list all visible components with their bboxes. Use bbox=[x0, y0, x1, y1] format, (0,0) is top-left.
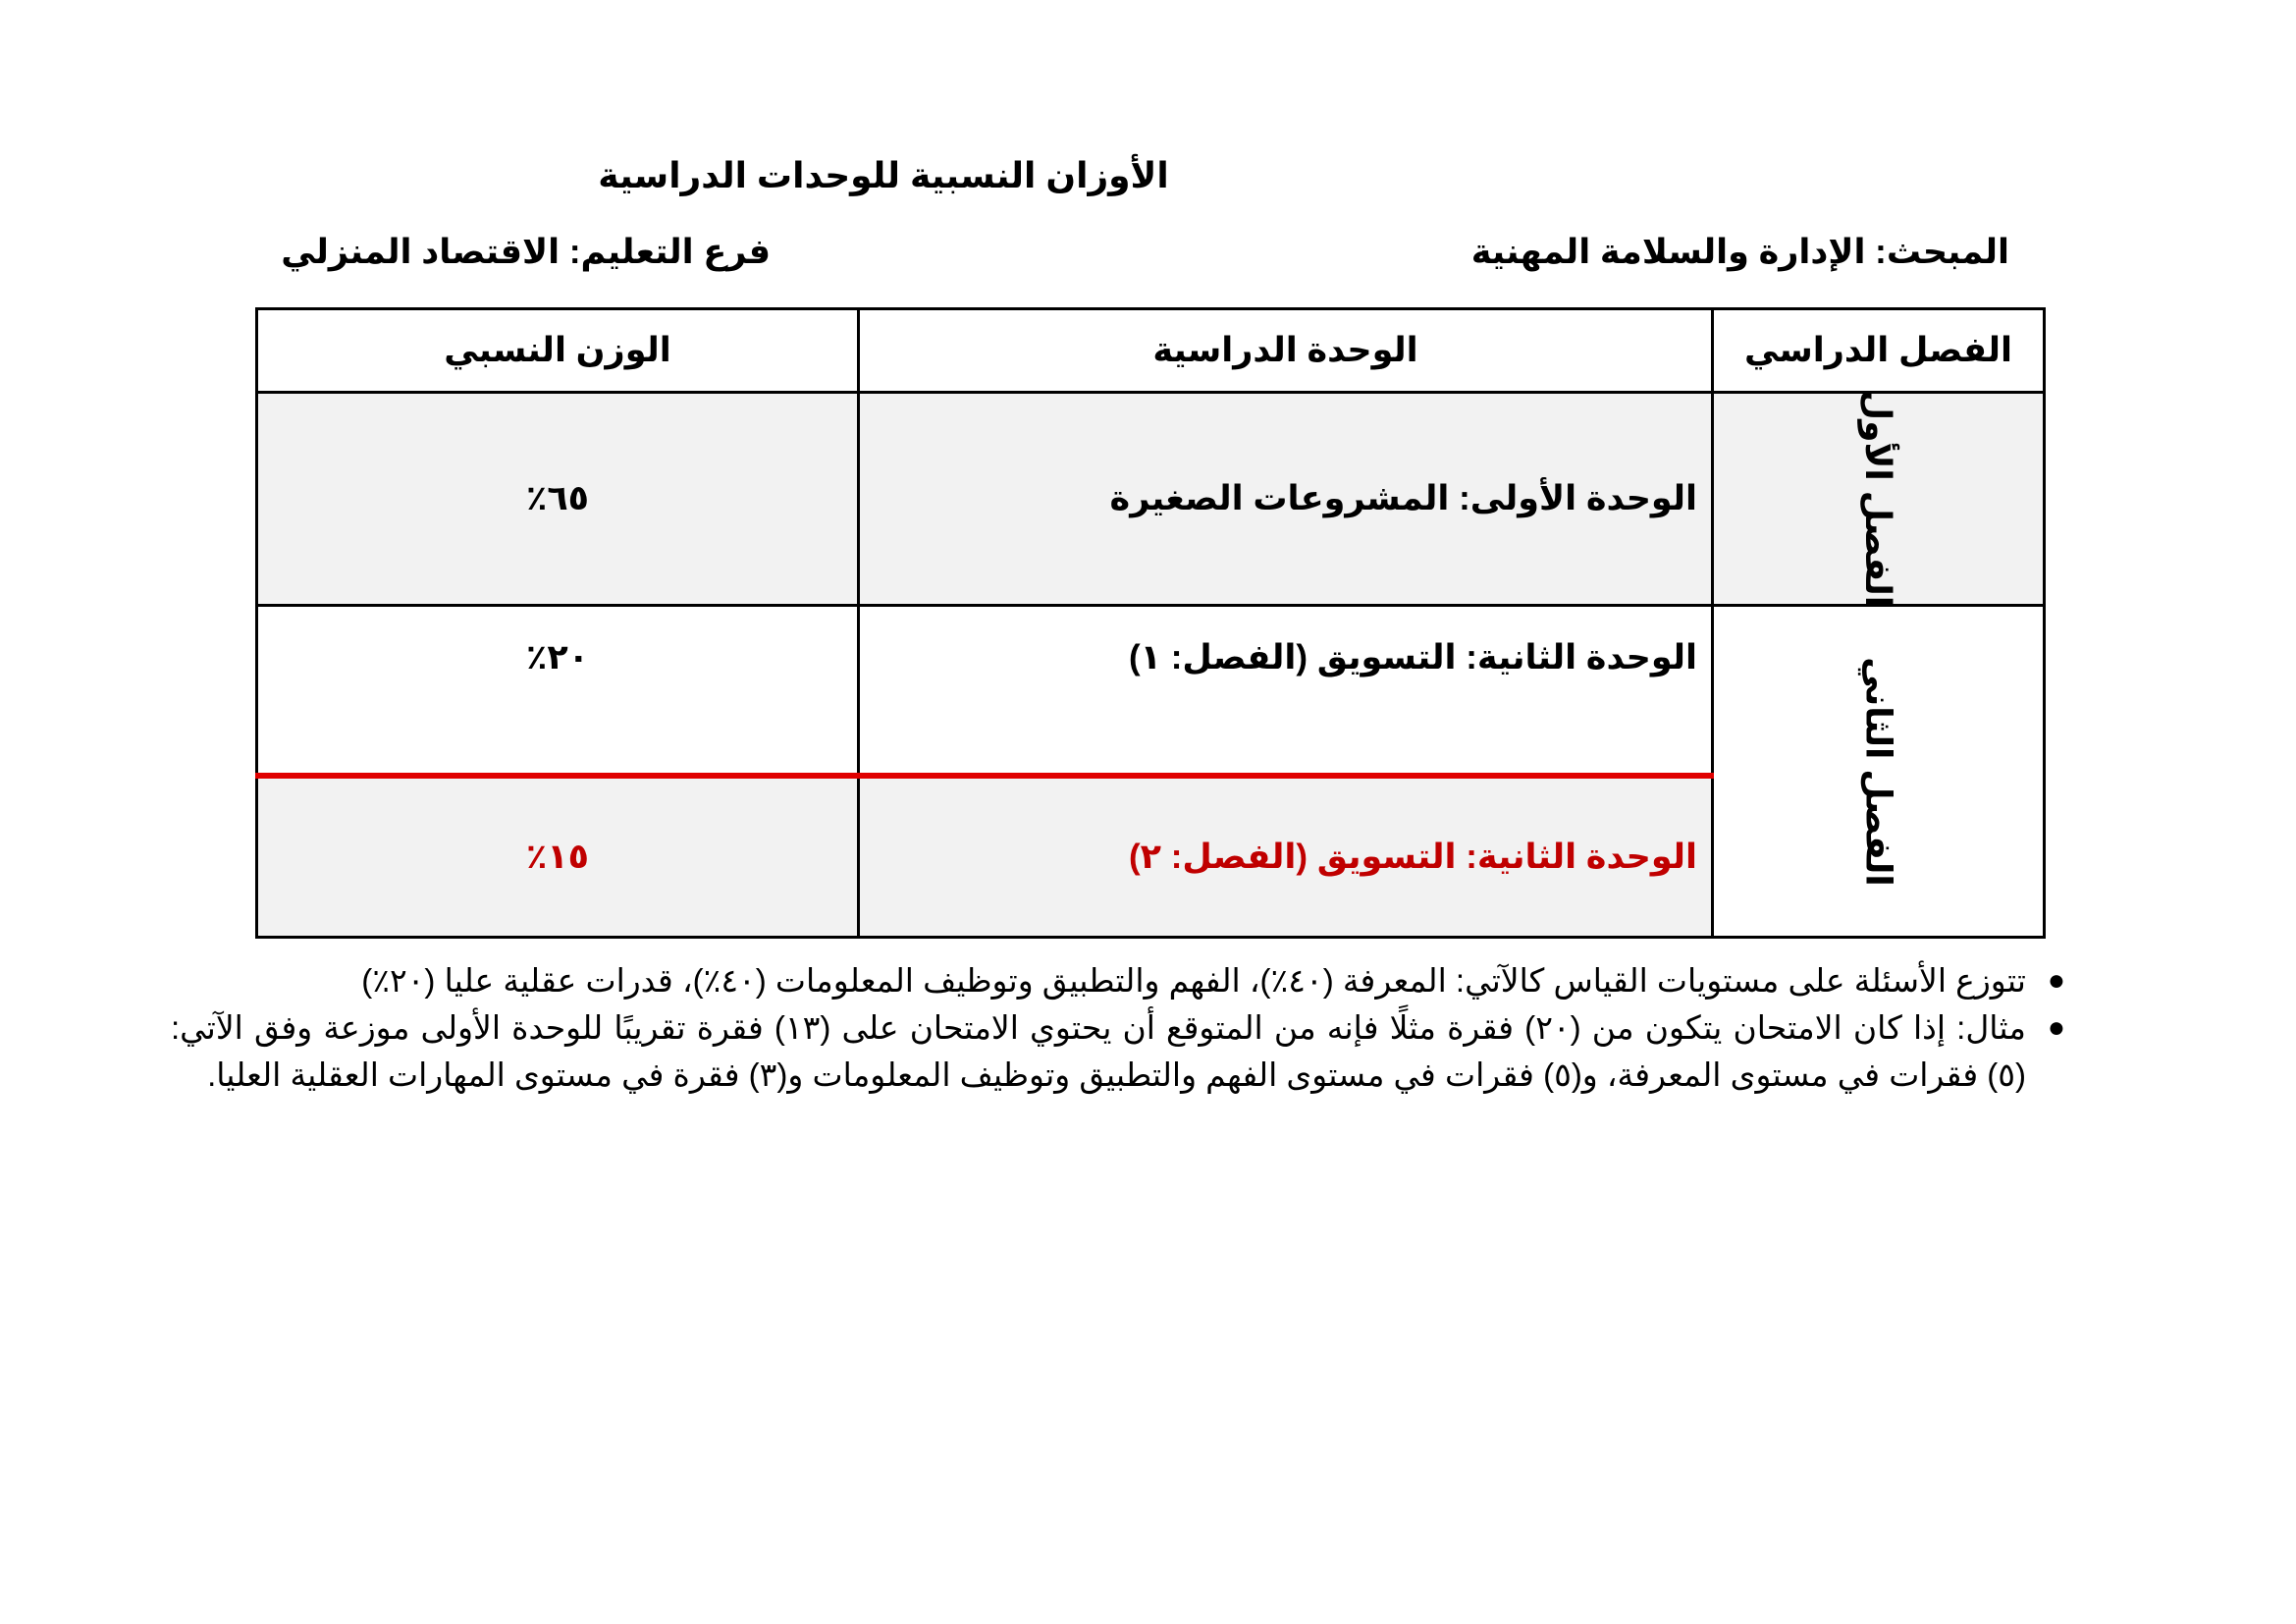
table-row bbox=[257, 606, 2045, 777]
notes-list bbox=[171, 957, 2065, 1099]
table-header-row bbox=[257, 309, 2045, 393]
semester-label: الفصل الأول bbox=[1858, 389, 1899, 609]
list-item bbox=[171, 1004, 2065, 1099]
branch-label: فرع التعليم: الاقتصاد المنزلي bbox=[281, 233, 771, 271]
list-item bbox=[171, 957, 2065, 1004]
weight-cell: ١٥٪ bbox=[257, 776, 859, 938]
header-unit: الوحدة الدراسية bbox=[859, 309, 1713, 393]
weight-cell: ٦٥٪ bbox=[257, 393, 859, 606]
unit-cell: الوحدة الأولى: المشروعات الصغيرة bbox=[859, 393, 1713, 606]
header-semester: الفصل الدراسي bbox=[1713, 309, 2045, 393]
unit-cell: الوحدة الثانية: التسويق (الفصل: ٢) bbox=[859, 776, 1713, 938]
table-row bbox=[257, 393, 2045, 606]
bullet-icon: ● bbox=[2047, 1011, 2065, 1044]
note-text: تتوزع الأسئلة على مستويات القياس كالآتي: المعرفة (٤٠٪)، الفهم والتطبيق وتوظيف المعلومات (٤٠٪)، قدرات عقلية عليا (٢٠٪) bbox=[361, 962, 2026, 999]
semester-label: الفصل الثاني bbox=[1858, 656, 1899, 887]
note-text: مثال: إذا كان الامتحان يتكون من (٢٠) فقرة مثلًا فإنه من المتوقع أن يحتوي الامتحان على (١٣) فقرة تقريبًا للوحدة الأولى موزعة وفق الآتي: (٥) فقرات في مستوى المعرفة، و(٥) فقرات في مستوى الفهم والتطبيق وتوظيف المعلومات و(٣) فقرة في مستوى المهارات العقلية العليا. bbox=[171, 1009, 2026, 1093]
subject-label: المبحث: الإدارة والسلامة المهنية bbox=[1470, 233, 2009, 271]
bullet-icon: ● bbox=[2047, 964, 2065, 997]
header-weight: الوزن النسبي bbox=[257, 309, 859, 393]
unit-cell: الوحدة الثانية: التسويق (الفصل: ١) bbox=[859, 606, 1713, 777]
weights-table bbox=[255, 307, 2046, 939]
semester-cell-second bbox=[1713, 606, 2045, 938]
page-title: الأوزان النسبية للوحدات الدراسية bbox=[598, 155, 1169, 195]
weight-cell: ٢٠٪ bbox=[257, 606, 859, 777]
semester-cell-first bbox=[1713, 389, 2045, 609]
